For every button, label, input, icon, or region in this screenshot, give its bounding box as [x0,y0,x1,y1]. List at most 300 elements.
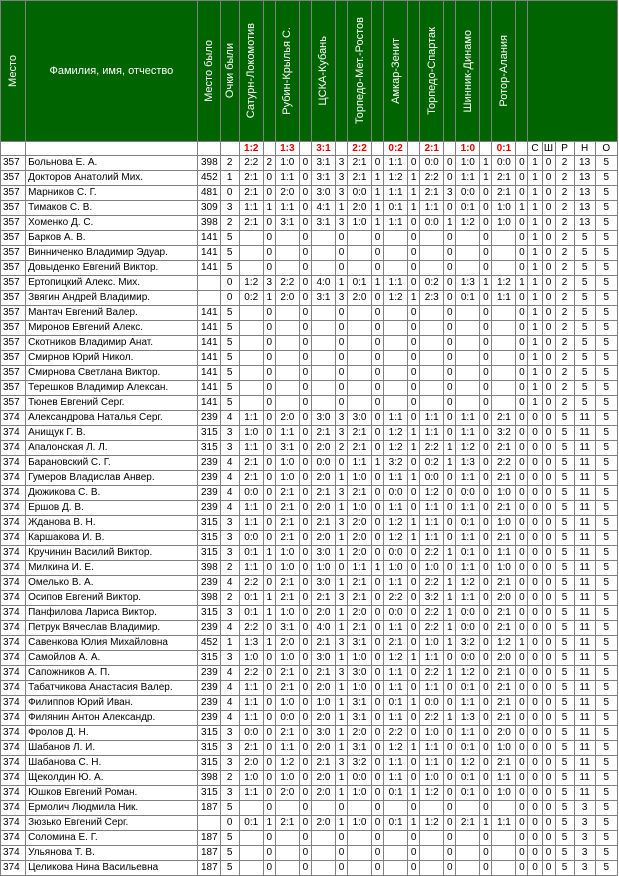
place-was-cell: 141 [197,336,220,351]
match-points-cell: 0 [372,786,384,801]
match-points-cell: 1 [335,651,347,666]
name-cell: Фролов Д. Н. [26,726,198,741]
tail-cell: 5 [555,681,574,696]
forecast-cell [384,366,408,381]
forecast-cell: 2:1 [275,516,299,531]
name-cell: Шабанова С. Н. [26,756,198,771]
tail-cell: 0 [528,771,542,786]
table-row [1,726,618,741]
forecast-cell: 1:0 [348,471,372,486]
place-was-cell: 315 [197,741,220,756]
name-cell: Жданова В. Н. [26,516,198,531]
tail-cell: 1 [528,306,542,321]
table-row [1,501,618,516]
forecast-cell [420,246,444,261]
match-points-cell: 0 [372,156,384,171]
tail-cell: 0 [528,486,542,501]
place-was-cell: 141 [197,381,220,396]
match-points-cell: 0 [263,426,275,441]
header-points-was: Очки были [220,1,239,142]
name-cell: Табатчикова Анастасия Валер. [26,681,198,696]
place-was-cell: 187 [197,831,220,846]
tail-cell: 3 [574,846,595,861]
header-match-8: Ротор-Алания [492,1,516,142]
forecast-cell: 2:2 [420,606,444,621]
forecast-cell: 1:1 [456,531,480,546]
place-was-cell: 239 [197,501,220,516]
forecast-cell [456,321,480,336]
match-points-cell: 0 [408,216,420,231]
forecast-cell: 0:1 [456,681,480,696]
match-points-cell: 0 [480,306,492,321]
match-points-cell: 0 [372,801,384,816]
match-points-cell: 0 [480,216,492,231]
match-points-cell: 0 [408,711,420,726]
forecast-cell [492,801,516,816]
forecast-cell [275,396,299,411]
tail-cell: 5 [595,426,617,441]
table-row [1,831,618,846]
match-points-cell: 0 [480,801,492,816]
forecast-cell [420,831,444,846]
forecast-cell: 2:0 [311,771,335,786]
name-cell: Осипов Евгений Виктор. [26,591,198,606]
points-was-cell: 4 [220,711,239,726]
match-points-cell: 0 [335,396,347,411]
match-points-cell: 0 [444,696,456,711]
name-cell: Петрук Вячеслав Владимир. [26,621,198,636]
match-points-cell: 1 [335,771,347,786]
match-points-cell: 0 [372,666,384,681]
forecast-cell: 1:0 [492,516,516,531]
forecast-cell [275,381,299,396]
tail-cell: 5 [595,201,617,216]
match-points-cell: 1 [335,711,347,726]
match-points-cell: 1 [444,621,456,636]
forecast-cell: 1:1 [275,426,299,441]
tail-cell: 5 [555,801,574,816]
match-points-cell: 1 [335,606,347,621]
forecast-cell: 2:1 [348,171,372,186]
match-points-cell: 0 [408,321,420,336]
forecast-cell: 2:0 [348,531,372,546]
forecast-cell: 2:0 [275,186,299,201]
match-points-cell: 0 [372,396,384,411]
match-points-cell: 0 [335,351,347,366]
match-points-cell: 0 [299,411,311,426]
tail-cell: 0 [542,816,555,831]
tail-cell: 5 [555,426,574,441]
forecast-cell: 1:2 [384,531,408,546]
match-points-cell: 1 [444,636,456,651]
place-cell: 374 [1,786,26,801]
match-points-cell: 1 [408,531,420,546]
forecast-cell: 2:1 [492,756,516,771]
forecast-cell [456,231,480,246]
match-points-cell: 0 [299,681,311,696]
tail-cell: 11 [574,726,595,741]
forecast-cell: 3:2 [492,426,516,441]
forecast-cell [348,231,372,246]
table-row [1,156,618,171]
tail-cell: 11 [574,711,595,726]
tail-cell: 5 [555,861,574,876]
forecast-cell [420,861,444,876]
forecast-cell: 2:2 [420,666,444,681]
forecast-cell: 2:0 [348,291,372,306]
tail-cell: 0 [542,216,555,231]
name-cell: Ермолич Людмила Ник. [26,801,198,816]
name-cell: Юшков Евгений Роман. [26,786,198,801]
forecast-cell: 2:1 [492,621,516,636]
tail-cell: 11 [574,621,595,636]
place-was-cell: 315 [197,516,220,531]
forecast-cell: 1:1 [384,411,408,426]
match-points-cell: 0 [335,846,347,861]
match-points-cell: 0 [263,681,275,696]
place-cell: 357 [1,366,26,381]
forecast-cell: 1:0 [275,561,299,576]
name-cell: Самойлов А. А. [26,651,198,666]
forecast-cell: 0:1 [239,606,263,621]
match-points-cell: 0 [335,261,347,276]
points-was-cell: 3 [220,741,239,756]
tail-cell: 1 [528,276,542,291]
tail-cell: 5 [595,591,617,606]
forecast-cell: 0:1 [348,276,372,291]
tail-cell: 0 [542,516,555,531]
points-was-cell: 5 [220,306,239,321]
match-points-cell: 0 [444,831,456,846]
name-cell: Ульянова Т. В. [26,846,198,861]
match-points-cell: 0 [299,186,311,201]
tail-cell: 0 [542,846,555,861]
forecast-cell: 2:2 [420,576,444,591]
forecast-cell: 2:2 [239,666,263,681]
forecast-cell [239,231,263,246]
match-points-cell: 0 [516,861,528,876]
tail-cell: 0 [542,756,555,771]
forecast-cell: 0:0 [348,771,372,786]
match-points-cell: 0 [263,486,275,501]
forecast-cell [456,246,480,261]
match-points-cell: 0 [408,231,420,246]
match-points-cell: 0 [408,501,420,516]
forecast-cell: 2:1 [239,741,263,756]
place-cell: 374 [1,456,26,471]
table-row [1,696,618,711]
match-points-cell: 0 [480,336,492,351]
match-points-cell: 0 [263,756,275,771]
forecast-cell: 2:1 [275,666,299,681]
place-was-cell: 141 [197,351,220,366]
place-was-cell: 315 [197,531,220,546]
tail-cell: 5 [595,816,617,831]
match-points-cell: 1 [444,606,456,621]
place-was-cell: 141 [197,321,220,336]
match-points-cell: 0 [372,291,384,306]
tail-cell: 0 [528,756,542,771]
match-points-cell: 0 [480,261,492,276]
match-points-cell: 0 [408,456,420,471]
tail-cell: 0 [528,741,542,756]
table-row [1,621,618,636]
table-row [1,291,618,306]
tail-cell: 13 [574,186,595,201]
tail-cell: 5 [555,711,574,726]
forecast-cell: 2:0 [311,741,335,756]
match-points-cell: 1 [335,816,347,831]
tail-cell: 0 [542,606,555,621]
points-was-cell: 3 [220,201,239,216]
match-points-cell: 0 [480,831,492,846]
forecast-cell: 1:1 [275,171,299,186]
match-points-cell: 0 [372,426,384,441]
match-points-cell: 0 [263,861,275,876]
place-cell: 374 [1,681,26,696]
match-points-cell: 0 [444,306,456,321]
points-was-cell: 4 [220,696,239,711]
match-points-cell: 0 [263,561,275,576]
match-points-cell: 0 [372,516,384,531]
forecast-cell: 0:0 [456,651,480,666]
forecast-cell: 1:0 [492,486,516,501]
tail-cell: 0 [528,666,542,681]
forecast-cell [275,831,299,846]
match-points-cell: 0 [480,381,492,396]
forecast-cell [456,261,480,276]
forecast-cell: 1:2 [492,276,516,291]
name-cell: Смирнова Светлана Виктор. [26,366,198,381]
points-was-cell: 5 [220,246,239,261]
forecast-cell: 1:0 [492,561,516,576]
forecast-cell [275,306,299,321]
match-points-cell: 0 [480,441,492,456]
match-points-cell: 0 [299,636,311,651]
forecast-cell: 0:1 [384,201,408,216]
place-was-cell: 187 [197,801,220,816]
forecast-cell [348,351,372,366]
forecast-cell [456,351,480,366]
match-points-cell: 0 [516,516,528,531]
forecast-cell: 1:1 [420,531,444,546]
tail-cell: 0 [542,441,555,456]
forecast-cell [311,366,335,381]
match-points-cell: 0 [372,726,384,741]
match-points-cell: 0 [372,261,384,276]
forecast-cell: 1:1 [420,501,444,516]
match-points-cell: 0 [408,546,420,561]
match-points-cell: 0 [444,276,456,291]
tail-cell: 5 [555,816,574,831]
forecast-cell: 0:0 [275,711,299,726]
forecast-cell: 2:1 [275,531,299,546]
forecast-cell: 2:1 [275,486,299,501]
table-row [1,561,618,576]
match-points-cell: 0 [299,276,311,291]
match-points-cell: 0 [516,171,528,186]
forecast-cell [239,831,263,846]
tail-cell: 2 [555,396,574,411]
tail-cell: 0 [542,666,555,681]
match-points-cell: 0 [299,381,311,396]
forecast-cell: 2:0 [311,441,335,456]
forecast-cell [275,336,299,351]
forecast-cell: 2:1 [492,696,516,711]
forecast-cell: 2:2 [492,456,516,471]
match-points-cell: 0 [372,501,384,516]
match-points-cell: 0 [299,246,311,261]
match-points-cell: 0 [516,726,528,741]
name-cell: Мантач Евгений Валер. [26,306,198,321]
header-match-6: Торпедо-Спартак [420,1,444,142]
match-points-cell: 0 [372,741,384,756]
match-points-cell: 0 [299,261,311,276]
tail-cell: 5 [595,411,617,426]
match-points-cell: 0 [480,666,492,681]
table-row [1,801,618,816]
place-cell: 374 [1,726,26,741]
points-was-cell: 5 [220,846,239,861]
forecast-cell: 2:0 [239,756,263,771]
forecast-cell: 1:0 [239,771,263,786]
match-points-cell: 0 [444,741,456,756]
forecast-cell [420,846,444,861]
forecast-cell: 2:1 [348,441,372,456]
forecast-cell [492,246,516,261]
tail-cell: 5 [595,516,617,531]
match-points-cell: 0 [299,756,311,771]
forecast-cell: 2:0 [348,201,372,216]
match-points-cell: 0 [444,366,456,381]
match-points-cell: 0 [480,411,492,426]
forecast-cell [420,801,444,816]
forecast-cell: 1:1 [384,156,408,171]
tail-cell: 5 [595,696,617,711]
match-points-cell: 0 [444,801,456,816]
tail-cell: 11 [574,666,595,681]
tail-cell: 5 [595,216,617,231]
match-points-cell: 0 [516,831,528,846]
forecast-cell: 1:2 [239,276,263,291]
forecast-cell [420,321,444,336]
forecast-cell: 2:1 [239,186,263,201]
place-cell: 374 [1,426,26,441]
match-points-cell: 0 [372,231,384,246]
forecast-cell: 3:0 [311,726,335,741]
match-points-cell: 0 [516,591,528,606]
match-points-cell: 1 [444,456,456,471]
match-points-cell: 1 [408,651,420,666]
forecast-cell: 2:1 [492,501,516,516]
forecast-cell: 1:1 [239,201,263,216]
forecast-cell [384,396,408,411]
match-points-cell: 0 [263,381,275,396]
tail-cell: 0 [528,636,542,651]
tail-cell: 5 [555,636,574,651]
place-was-cell: 239 [197,411,220,426]
forecast-cell [492,831,516,846]
tail-cell: 5 [574,306,595,321]
table-row [1,486,618,501]
header-match-4: Торпедо-Мет.-Ростов [348,1,372,142]
forecast-cell: 0:0 [239,531,263,546]
match-points-cell: 1 [263,291,275,306]
tail-header-o: О [595,142,617,156]
tail-cell: 5 [574,321,595,336]
points-was-cell: 4 [220,681,239,696]
name-cell: Терешков Владимир Алексан. [26,381,198,396]
match-points-cell: 0 [372,681,384,696]
match-points-cell: 0 [408,246,420,261]
match-points-cell: 0 [480,651,492,666]
table-row [1,336,618,351]
match-points-cell: 0 [480,516,492,531]
forecast-cell: 0:1 [456,201,480,216]
match-points-cell: 1 [408,291,420,306]
place-cell: 374 [1,576,26,591]
match-points-cell: 0 [299,351,311,366]
forecast-cell: 2:2 [239,621,263,636]
name-cell: Целикова Нина Васильевна [26,861,198,876]
table-row [1,846,618,861]
points-was-cell: 3 [220,516,239,531]
tail-cell: 3 [574,816,595,831]
tail-cell: 1 [528,351,542,366]
table-row [1,216,618,231]
tail-cell: 2 [555,291,574,306]
tail-cell: 13 [574,156,595,171]
forecast-cell: 1:0 [239,426,263,441]
score-4: 2:2 [348,142,372,156]
match-points-cell: 0 [263,501,275,516]
tail-cell: 11 [574,531,595,546]
tail-cell: 11 [574,591,595,606]
forecast-cell: 0:1 [384,786,408,801]
forecast-cell: 2:1 [239,471,263,486]
match-points-cell: 0 [480,771,492,786]
match-points-cell: 0 [263,471,275,486]
match-points-cell: 0 [299,486,311,501]
points-was-cell: 3 [220,726,239,741]
match-points-cell: 0 [263,306,275,321]
forecast-cell: 2:0 [311,501,335,516]
forecast-cell: 1:1 [456,426,480,441]
match-points-cell: 0 [263,531,275,546]
forecast-cell [492,336,516,351]
forecast-cell [239,381,263,396]
forecast-cell [420,381,444,396]
forecast-cell [348,306,372,321]
match-points-cell: 0 [299,396,311,411]
name-cell: Довыденко Евгений Виктор. [26,261,198,276]
match-points-cell: 1 [408,696,420,711]
place-cell: 357 [1,186,26,201]
match-points-cell: 0 [372,351,384,366]
forecast-cell: 1:1 [420,651,444,666]
forecast-cell: 1:1 [384,771,408,786]
match-points-cell: 0 [444,201,456,216]
tail-cell: 0 [528,456,542,471]
tail-cell: 11 [574,786,595,801]
tail-cell: 0 [528,816,542,831]
score-3: 3:1 [311,142,335,156]
match-points-cell: 0 [408,756,420,771]
tail-cell: 11 [574,486,595,501]
forecast-cell: 1:0 [492,786,516,801]
tail-cell: 0 [542,531,555,546]
tail-cell: 5 [595,636,617,651]
